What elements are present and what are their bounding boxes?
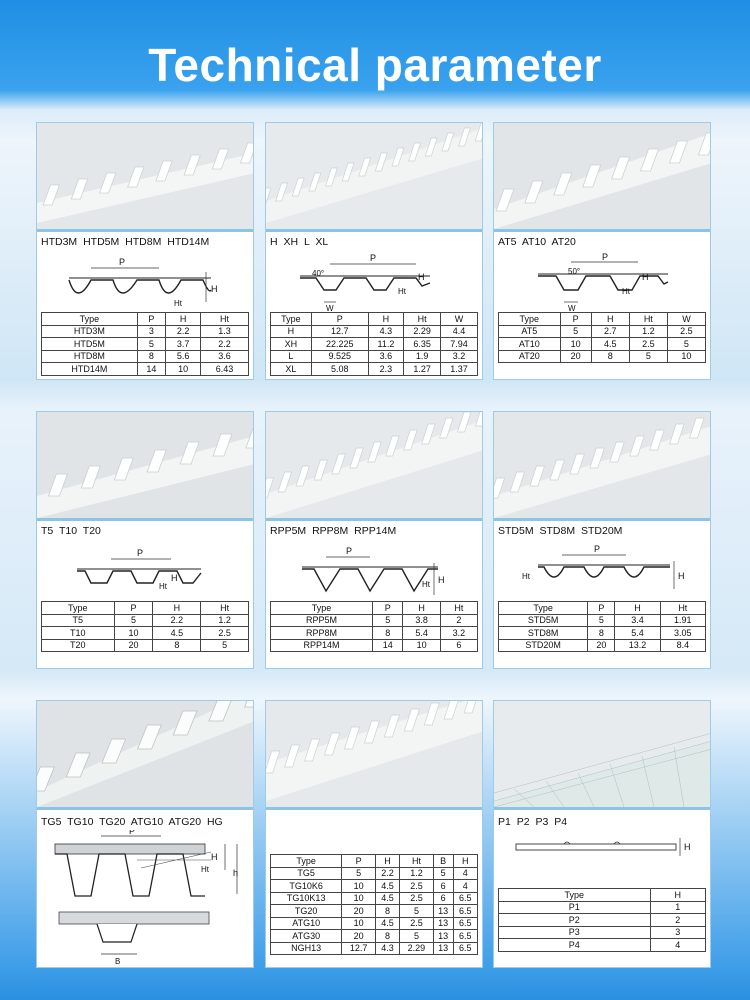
table-row: [42, 614, 249, 627]
table-row: [499, 338, 706, 351]
height-label: H: [211, 284, 218, 294]
table-cell: 11.2: [368, 338, 404, 351]
table-cell: 3.6: [201, 350, 249, 363]
guide-profile-diagram: [41, 830, 249, 966]
table-cell: 5: [433, 867, 453, 880]
table-header-cell: P: [588, 602, 615, 615]
table-header-cell: H: [615, 602, 660, 615]
table-cell: 4.5: [375, 917, 399, 930]
table-header-cell: H: [650, 889, 705, 902]
table-header-cell: Ht: [404, 313, 441, 326]
table-cell: STD5M: [499, 614, 588, 627]
pitch-label: P: [602, 252, 609, 262]
belt-photo: [37, 412, 253, 518]
belt-types: HTD3M HTD5M HTD8M HTD14M: [41, 236, 210, 248]
belt-card-htd: [36, 122, 254, 380]
table-header-cell: Type: [271, 855, 342, 868]
height-label: H: [438, 575, 445, 585]
table-cell: AT10: [499, 338, 561, 351]
table-header-cell: H: [591, 313, 629, 326]
table-header-cell: H: [153, 602, 201, 615]
table-header-cell: W: [441, 313, 478, 326]
table-row: [499, 627, 706, 640]
table-cell: RPP8M: [271, 627, 373, 640]
table-cell: 1.2: [629, 325, 667, 338]
tooth-height-label: Ht: [159, 582, 167, 591]
table-header-cell: Ht: [440, 602, 477, 615]
table-cell: 10: [342, 917, 375, 930]
tooth-height-label: Ht: [422, 580, 430, 589]
table-cell: T20: [42, 639, 115, 652]
table-cell: 2.3: [368, 363, 404, 376]
table-cell: 8: [153, 639, 201, 652]
spec-table: [498, 888, 706, 952]
table-cell: 8.4: [660, 639, 705, 652]
table-header-cell: Type: [499, 889, 651, 902]
table-cell: T10: [42, 627, 115, 640]
table-cell: 6: [433, 880, 453, 893]
belt-types: P1 P2 P3 P4: [498, 816, 568, 828]
table-cell: 5.08: [311, 363, 368, 376]
table-header-cell: H: [368, 313, 404, 326]
table-header-cell: Type: [271, 602, 373, 615]
table-cell: 3.7: [166, 338, 201, 351]
table-cell: 5.6: [166, 350, 201, 363]
table-row: [42, 338, 249, 351]
table-cell: 10: [667, 350, 705, 363]
height-label: H: [211, 852, 218, 862]
width-label: B: [115, 957, 121, 966]
table-header-cell: H: [166, 313, 201, 326]
table-cell: RPP5M: [271, 614, 373, 627]
table-row: [499, 350, 706, 363]
height-label: H: [418, 272, 425, 282]
table-row: [499, 939, 706, 952]
table-cell: 14: [137, 363, 165, 376]
table-cell: 3.05: [660, 627, 705, 640]
table-row: [42, 627, 249, 640]
table-cell: 2.5: [400, 917, 433, 930]
width-label: W: [326, 304, 334, 312]
table-header-cell: P: [560, 313, 591, 326]
table-cell: 2.2: [201, 338, 249, 351]
belt-photo: [266, 123, 482, 229]
tooth-profile-diagram: [498, 250, 706, 312]
spec-table: [41, 312, 249, 376]
table-row: [271, 614, 478, 627]
table-cell: STD20M: [499, 639, 588, 652]
belt-card-tg-table: [265, 700, 483, 968]
table-cell: HTD14M: [42, 363, 138, 376]
table-row: [271, 942, 478, 955]
table-cell: 8: [591, 350, 629, 363]
spec-table: [498, 312, 706, 363]
table-row: [271, 627, 478, 640]
table-row: [271, 639, 478, 652]
table-row: [499, 325, 706, 338]
table-cell: 9.525: [311, 350, 368, 363]
spec-table: [270, 312, 478, 376]
table-header-cell: Type: [42, 602, 115, 615]
table-cell: P1: [499, 901, 651, 914]
table-cell: 6.5: [453, 942, 477, 955]
table-header-cell: Ht: [201, 602, 249, 615]
belt-card-at: [493, 122, 711, 380]
table-cell: 8: [375, 905, 399, 918]
table-cell: NGH13: [271, 942, 342, 955]
table-header-cell: B: [433, 855, 453, 868]
table-cell: 8: [588, 627, 615, 640]
table-cell: 13: [433, 930, 453, 943]
belt-types: AT5 AT10 AT20: [498, 236, 576, 248]
table-cell: 5: [114, 614, 153, 627]
belt-card-std: [493, 411, 711, 669]
table-cell: H: [271, 325, 312, 338]
height-label: H: [171, 573, 178, 583]
table-cell: 20: [342, 930, 375, 943]
table-cell: 6.43: [201, 363, 249, 376]
tooth-height-label: Ht: [398, 287, 406, 296]
table-cell: 1.2: [201, 614, 249, 627]
table-cell: 2.5: [400, 880, 433, 893]
table-cell: P4: [499, 939, 651, 952]
table-cell: 3: [137, 325, 165, 338]
table-cell: 2.2: [153, 614, 201, 627]
table-header-cell: Type: [271, 313, 312, 326]
tooth-profile-diagram: [41, 250, 249, 312]
table-row: [42, 350, 249, 363]
table-cell: 2: [650, 914, 705, 927]
table-cell: 3.4: [615, 614, 660, 627]
table-row: [271, 930, 478, 943]
table-cell: TG10K6: [271, 880, 342, 893]
table-cell: 5: [400, 905, 433, 918]
table-cell: 1.91: [660, 614, 705, 627]
table-row: [499, 614, 706, 627]
table-cell: 1.37: [441, 363, 478, 376]
table-row: [499, 926, 706, 939]
belt-photo: [494, 123, 710, 229]
table-header-cell: P: [373, 602, 403, 615]
belt-card-rpp: [265, 411, 483, 669]
table-cell: 1.9: [404, 350, 441, 363]
belt-card-imperial: [265, 122, 483, 380]
table-cell: P2: [499, 914, 651, 927]
belt-photo: [266, 412, 482, 518]
table-cell: 4.5: [591, 338, 629, 351]
table-cell: 12.7: [342, 942, 375, 955]
table-cell: AT5: [499, 325, 561, 338]
angle-label: 40°: [312, 269, 325, 278]
table-cell: RPP14M: [271, 639, 373, 652]
table-cell: 2.5: [629, 338, 667, 351]
table-cell: ATG10: [271, 917, 342, 930]
pitch-label: P: [137, 548, 144, 558]
table-cell: 2: [440, 614, 477, 627]
table-row: [271, 905, 478, 918]
table-cell: 5: [201, 639, 249, 652]
belt-types: H XH L XL: [270, 236, 329, 248]
table-header-cell: Ht: [629, 313, 667, 326]
table-cell: 6: [440, 639, 477, 652]
table-header-cell: H: [403, 602, 440, 615]
spec-table: [270, 601, 478, 652]
table-cell: 2.2: [166, 325, 201, 338]
table-cell: 13: [433, 942, 453, 955]
table-cell: 6: [433, 892, 453, 905]
table-cell: 2.5: [201, 627, 249, 640]
table-row: [499, 901, 706, 914]
table-header-cell: P: [114, 602, 153, 615]
tooth-height-label: Ht: [201, 865, 209, 874]
table-cell: 2.7: [591, 325, 629, 338]
table-cell: STD8M: [499, 627, 588, 640]
table-cell: 10: [342, 880, 375, 893]
table-cell: AT20: [499, 350, 561, 363]
pitch-label: P: [129, 830, 136, 836]
table-row: [42, 325, 249, 338]
table-cell: 4.4: [441, 325, 478, 338]
spec-table: [270, 854, 478, 955]
table-cell: 1.2: [400, 867, 433, 880]
table-cell: HTD5M: [42, 338, 138, 351]
tooth-profile-diagram: [498, 539, 706, 601]
belt-types: STD5M STD8M STD20M: [498, 525, 623, 537]
belt-types: RPP5M RPP8M RPP14M: [270, 525, 397, 537]
table-cell: 8: [137, 350, 165, 363]
table-cell: 2.5: [667, 325, 705, 338]
table-cell: 3.2: [441, 350, 478, 363]
tooth-profile-diagram: [41, 539, 249, 601]
table-cell: 20: [114, 639, 153, 652]
table-header-cell: P: [311, 313, 368, 326]
belt-types: T5 T10 T20: [41, 525, 101, 537]
table-cell: 2.5: [400, 892, 433, 905]
belt-photo: [494, 701, 710, 807]
table-cell: 2.29: [404, 325, 441, 338]
table-cell: 4.3: [375, 942, 399, 955]
spec-table: [498, 601, 706, 652]
table-cell: 3.6: [368, 350, 404, 363]
height-label: H: [678, 571, 685, 581]
table-header-cell: H: [453, 855, 477, 868]
table-cell: 5: [629, 350, 667, 363]
table-cell: 12.7: [311, 325, 368, 338]
table-cell: 4: [453, 880, 477, 893]
table-cell: 6.5: [453, 917, 477, 930]
belt-photo: [266, 701, 482, 807]
table-cell: 4.5: [153, 627, 201, 640]
table-cell: 10: [560, 338, 591, 351]
table-cell: 10: [342, 892, 375, 905]
table-cell: 10: [403, 639, 440, 652]
height-label: H: [642, 272, 649, 282]
table-cell: 1.27: [404, 363, 441, 376]
table-cell: XH: [271, 338, 312, 351]
angle-label: 50°: [568, 267, 581, 276]
table-cell: 13: [433, 905, 453, 918]
table-cell: 8: [373, 627, 403, 640]
table-cell: 4.5: [375, 880, 399, 893]
table-cell: 5: [373, 614, 403, 627]
table-cell: 10: [114, 627, 153, 640]
table-cell: 7.94: [441, 338, 478, 351]
table-cell: T5: [42, 614, 115, 627]
table-cell: L: [271, 350, 312, 363]
table-row: [271, 350, 478, 363]
tooth-profile-diagram: [270, 539, 478, 601]
table-header-cell: Type: [42, 313, 138, 326]
table-row: [271, 325, 478, 338]
table-cell: 10: [166, 363, 201, 376]
table-cell: 6.5: [453, 892, 477, 905]
table-row: [271, 338, 478, 351]
table-cell: 4.5: [375, 892, 399, 905]
belt-card-flat: [493, 700, 711, 968]
table-cell: 4: [453, 867, 477, 880]
belt-card-t: [36, 411, 254, 669]
table-cell: 2.29: [400, 942, 433, 955]
table-header-cell: Ht: [660, 602, 705, 615]
table-cell: 5: [588, 614, 615, 627]
table-header-cell: Type: [499, 602, 588, 615]
tooth-height-label: Ht: [522, 572, 530, 581]
table-header-cell: Ht: [400, 855, 433, 868]
table-cell: P3: [499, 926, 651, 939]
table-cell: 3.8: [403, 614, 440, 627]
width-label: W: [568, 304, 576, 312]
table-cell: TG20: [271, 905, 342, 918]
belt-photo: [494, 412, 710, 518]
table-cell: 5: [667, 338, 705, 351]
table-cell: XL: [271, 363, 312, 376]
table-cell: 20: [342, 905, 375, 918]
table-cell: 3.2: [440, 627, 477, 640]
table-cell: 22.225: [311, 338, 368, 351]
table-row: [271, 363, 478, 376]
table-row: [271, 892, 478, 905]
table-cell: 5.4: [403, 627, 440, 640]
table-cell: 5: [342, 867, 375, 880]
belt-photo: [37, 701, 253, 807]
table-cell: 5: [137, 338, 165, 351]
height-label: H: [684, 842, 691, 852]
spec-table: [41, 601, 249, 652]
pitch-label: P: [346, 546, 353, 556]
table-cell: 4: [650, 939, 705, 952]
table-header-cell: Ht: [201, 313, 249, 326]
table-row: [499, 914, 706, 927]
table-cell: TG10K13: [271, 892, 342, 905]
pitch-label: P: [119, 257, 126, 267]
tooth-profile-diagram: [270, 250, 478, 312]
table-cell: HTD8M: [42, 350, 138, 363]
tooth-height-label: Ht: [622, 287, 630, 296]
table-cell: 6.5: [453, 905, 477, 918]
table-cell: 13: [433, 917, 453, 930]
table-cell: 6.5: [453, 930, 477, 943]
total-height-label: h: [233, 868, 239, 878]
table-row: [271, 880, 478, 893]
table-cell: 13.2: [615, 639, 660, 652]
table-cell: 14: [373, 639, 403, 652]
table-row: [271, 917, 478, 930]
table-row: [499, 639, 706, 652]
table-cell: 1: [650, 901, 705, 914]
flat-profile-diagram: [498, 830, 706, 888]
table-cell: 20: [560, 350, 591, 363]
table-cell: ATG30: [271, 930, 342, 943]
tooth-height-label: Ht: [174, 299, 182, 308]
pitch-label: P: [370, 253, 377, 263]
table-cell: 5: [400, 930, 433, 943]
table-cell: 2.2: [375, 867, 399, 880]
table-row: [42, 639, 249, 652]
belt-photo: [37, 123, 253, 229]
table-cell: 5.4: [615, 627, 660, 640]
table-header-cell: Type: [499, 313, 561, 326]
table-cell: 3: [650, 926, 705, 939]
table-header-cell: W: [667, 313, 705, 326]
table-cell: 8: [375, 930, 399, 943]
table-cell: 6.35: [404, 338, 441, 351]
table-cell: 4.3: [368, 325, 404, 338]
table-cell: 20: [588, 639, 615, 652]
table-cell: 5: [560, 325, 591, 338]
pitch-label: P: [594, 544, 601, 554]
table-cell: TG5: [271, 867, 342, 880]
table-row: [271, 867, 478, 880]
table-cell: HTD3M: [42, 325, 138, 338]
belt-card-tg: [36, 700, 254, 968]
table-row: [42, 363, 249, 376]
table-cell: 1.3: [201, 325, 249, 338]
table-header-cell: P: [137, 313, 165, 326]
table-header-cell: P: [342, 855, 375, 868]
belt-types: TG5 TG10 TG20 ATG10 ATG20 HG: [41, 816, 223, 828]
table-header-cell: H: [375, 855, 399, 868]
page-title: Technical parameter: [148, 39, 602, 91]
